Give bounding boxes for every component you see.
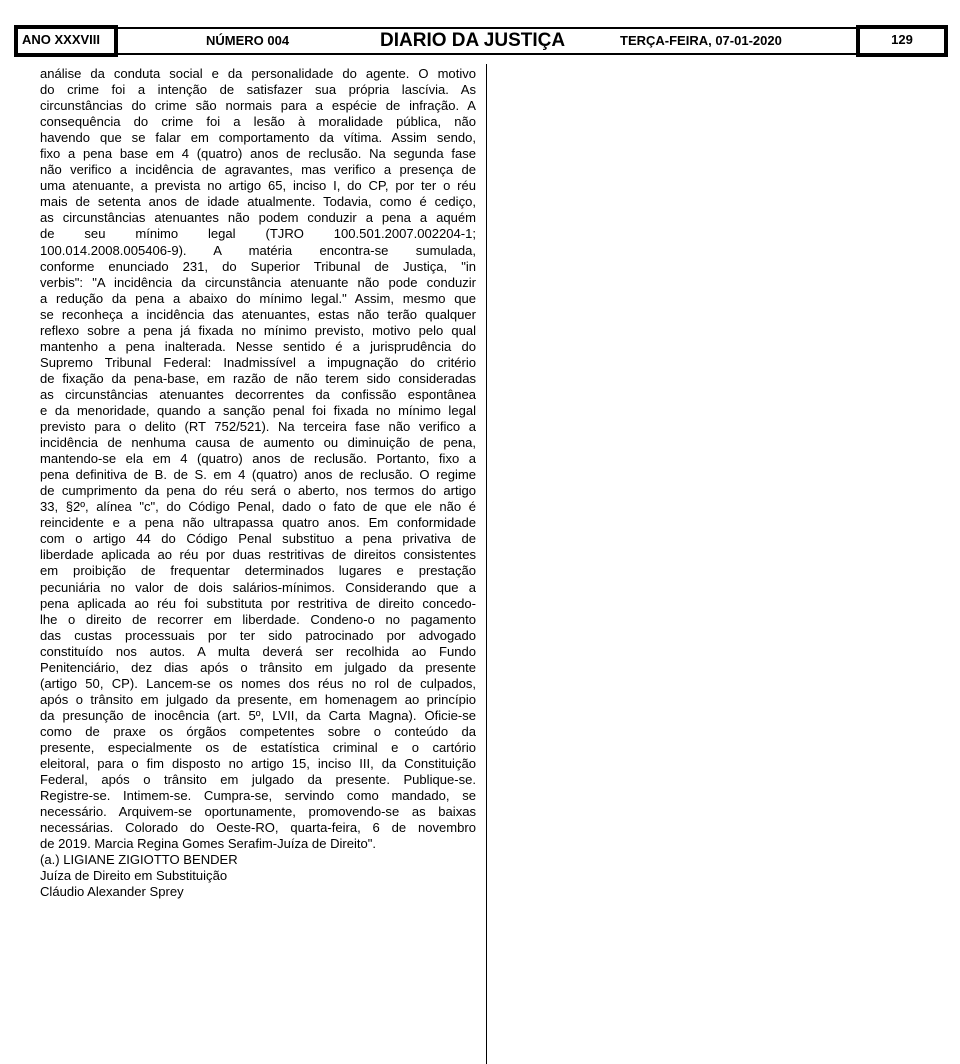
text-line: com o artigo 44 do Código Penal substituo a pena privativa de <box>40 531 476 547</box>
text-line: necessário. Arquivem-se oportunamente, promovendo-se as baixas <box>40 804 476 820</box>
text-line: de cumprimento da pena do réu será o aberto, nos termos do artigo <box>40 483 476 499</box>
text-line: reincidente e a pena não ultrapassa quatro anos. Em conformidade <box>40 515 476 531</box>
text-line: fixo a pena base em 4 (quatro) anos de reclusão. Na segunda fase <box>40 146 476 162</box>
issue-number: NÚMERO 004 <box>206 33 290 48</box>
text-line: previsto para o delito (RT 752/521). Na terceira fase não verifico a <box>40 419 476 435</box>
text-line: não verifico a incidência de agravantes, mas verifico a presença de <box>40 162 476 178</box>
text-line: em proibição de frequentar determinados lugares e prestação <box>40 563 476 579</box>
text-line: reflexo sobre a pena já fixada no mínimo previsto, motivo pelo qual <box>40 322 476 338</box>
text-line: de seu mínimo legal (TJRO 100.501.2007.002204-1; <box>40 226 476 242</box>
text-line: a redução da pena a abaixo do mínimo legal." Assim, mesmo que <box>40 290 476 306</box>
text-line: as circunstâncias atenuantes decorrentes da confissão espontânea <box>40 386 476 402</box>
text-line: as circunstâncias atenuantes não podem conduzir a pena a aquém <box>40 210 476 226</box>
column-divider <box>486 64 487 1064</box>
text-line: circunstâncias do crime são normais para a espécie de infração. A <box>40 98 476 114</box>
journal-title: DIARIO DA JUSTIÇA <box>380 30 566 51</box>
text-line: (a.) LIGIANE ZIGIOTTO BENDER <box>40 852 238 868</box>
text-line: Registre-se. Intimem-se. Cumpra-se, servindo como mandado, se <box>40 788 476 804</box>
text-line: análise da conduta social e da personalidade do agente. O motivo <box>40 66 476 81</box>
left-column <box>40 66 476 918</box>
text-line: lhe o direito de recorrer em liberdade. Condeno-o no pagamento <box>40 611 476 627</box>
text-line: de 2019. Marcia Regina Gomes Serafim-Juíza de Direito". <box>40 836 377 852</box>
text-line: pecuniária no valor de dois salários-mínimos. Considerando que a <box>40 579 476 595</box>
text-line: após o trânsito em julgado da presente, em homenagem ao princípio <box>40 691 476 707</box>
text-line: das custas processuais por ter sido patrocinado por advogado <box>40 627 476 643</box>
text-line: mantenho a pena inalterada. Nesse sentido é a jurisprudência do <box>40 338 476 354</box>
text-line: incidência de nenhuma causa de aumento ou diminuição de pena, <box>40 435 476 451</box>
text-line: Federal, após o trânsito em julgado da presente. Publique-se. <box>40 772 476 788</box>
text-line: 33, §2º, alínea "c", do Código Penal, dado o fato de que ele não é <box>40 499 476 515</box>
text-line: 100.014.2008.005406-9). A matéria encontra-se sumulada, <box>40 242 476 258</box>
text-line: Penitenciário, dez dias após o trânsito em julgado da presente <box>40 659 476 675</box>
text-line: Juíza de Direito em Substituição <box>40 868 228 884</box>
year-label: ANO XXXVIII <box>22 32 101 47</box>
text-line: necessárias. Colorado do Oeste-RO, quarta-feira, 6 de novembro <box>40 820 476 836</box>
text-line: presente, especialmente os de estatística criminal e o cartório <box>40 739 476 755</box>
text-line: mantendo-se ela em 4 (quatro) anos de reclusão. Portanto, fixo a <box>40 451 476 467</box>
text-line: liberdade aplicada ao réu por duas restritivas de direitos consistentes <box>40 547 476 563</box>
text-line: uma atenuante, a prevista no artigo 65, inciso I, do CP, por ter o réu <box>40 178 476 194</box>
text-line: Supremo Tribunal Federal: Inadmissível a impugnação do critério <box>40 354 476 370</box>
text-line: de fixação da pena-base, em razão de não terem sido consideradas <box>40 370 476 386</box>
issue-date: TERÇA-FEIRA, 07-01-2020 <box>620 33 782 48</box>
page-number: 129 <box>891 32 913 47</box>
text-line: conforme enunciado 231, do Superior Tribunal de Justiça, "in <box>40 258 476 274</box>
text-line: (artigo 50, CP). Lancem-se os nomes dos réus no rol de culpados, <box>40 675 476 691</box>
paragraph-gap <box>40 900 476 918</box>
text-line: verbis": "A incidência da circunstância atenuante não pode conduzir <box>40 274 476 290</box>
page-number-box <box>856 25 948 57</box>
text-line: eleitoral, para o fim disposto no artigo 15, inciso III, da Constituição <box>40 756 476 772</box>
text-line: havendo que se falar em comportamento da vítima. Assim sendo, <box>40 130 476 146</box>
text-line: e da menoridade, quando a sanção penal foi fixada no mínimo legal <box>40 402 476 418</box>
text-line: pena definitiva de B. de S. em 4 (quatro) anos de reclusão. O regime <box>40 467 476 483</box>
text-line: consequência do crime foi a lesão à moralidade pública, não <box>40 114 476 130</box>
text-line: mais de setenta anos de idade atualmente. Todavia, como é cediço, <box>40 194 476 210</box>
text-line: constituído nos autos. A multa deverá ser recolhida ao Fundo <box>40 643 476 659</box>
text-line: Cláudio Alexander Sprey <box>40 884 184 900</box>
text-line: se reconheça a incidência das atenuantes, estas não terão qualquer <box>40 306 476 322</box>
text-line: da presunção de inocência (art. 5º, LVII, da Carta Magna). Oficie-se <box>40 707 476 723</box>
page-header <box>14 27 948 55</box>
text-line: do crime foi a intenção de satisfazer sua própria lascívia. As <box>40 82 476 98</box>
year-box <box>14 25 118 57</box>
text-line: como de praxe os órgãos competentes sobre o conteúdo da <box>40 723 476 739</box>
text-line: pena aplicada ao réu foi substituta por restritiva de direito concedo- <box>40 595 476 611</box>
